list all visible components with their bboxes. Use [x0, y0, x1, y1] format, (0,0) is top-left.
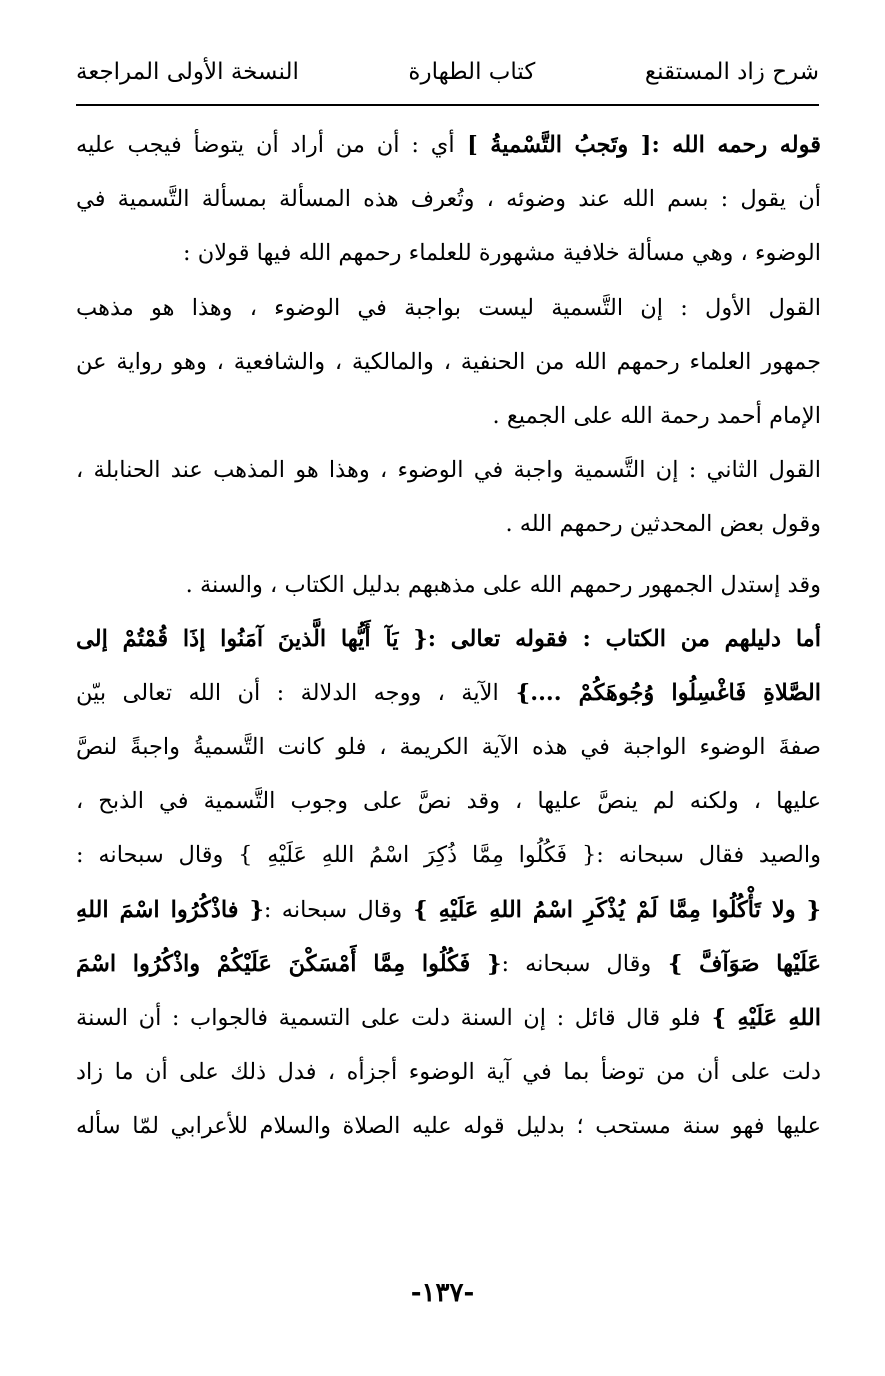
line-text: الإمام أحمد رحمة الله على الجميع . — [492, 402, 821, 429]
text-line — [76, 118, 821, 172]
text-line — [76, 497, 821, 551]
line-text: القول الأول : إن التَّسمية ليست بواجبة في الوضوء ، وهذا هو مذهب — [76, 294, 821, 321]
header-divider — [76, 104, 819, 106]
header-book-title: شرح زاد المستقنع — [644, 59, 819, 85]
line-text: دلت على أن من توضأ بما في آية الوضوء أجزأه ، فدل ذلك على أن ما زاد — [76, 1059, 821, 1086]
line-text: القول الثاني : إن التَّسمية واجبة في الوضوء ، وهذا هو المذهب عند الحنابلة ، — [76, 457, 821, 484]
text-line — [76, 1045, 821, 1099]
text-line — [76, 828, 821, 882]
bold-phrase: { فَكُلُوا مِمَّا أَمْسَكْنَ عَلَيْكُمْ واذْكُرُوا اسْمَ — [76, 950, 502, 977]
line-text: عليها ، ولكنه لم ينصَّ عليها ، وقد نصَّ على وجوب التَّسمية في الذبح ، — [76, 788, 821, 815]
text-line — [76, 612, 821, 666]
text-line — [76, 720, 821, 774]
header-edition-note: النسخة الأولى المراجعة — [76, 59, 299, 85]
line-text: أما دليلهم من الكتاب : فقوله تعالى :{ يَآ أَيُّها الَّذينَ آمَنُوا إذَا قُمْتُمْ إلى — [76, 625, 821, 652]
bold-phrase: اللهِ عَلَيْهِ } — [700, 1005, 821, 1031]
text-line — [76, 1099, 821, 1153]
text-line — [76, 666, 821, 720]
line-text: فلو قال قائل : إن السنة دلت على التسمية فالجواب : أن السنة — [76, 1005, 701, 1031]
body-text — [76, 118, 821, 1154]
line-text: جمهور العلماء رحمهم الله من الحنفية ، والمالكية ، والشافعية ، وهو رواية عن — [76, 348, 821, 375]
line-text: والصيد فقال سبحانه :{ فَكُلُوا مِمَّا ذُكِرَ اسْمُ اللهِ عَلَيْهِ } وقال سبحانه : — [76, 842, 821, 869]
text-line — [76, 883, 821, 937]
line-text: وقال سبحانه : — [501, 950, 652, 977]
line-text: وقد إستدل الجمهور رحمهم الله على مذهبهم بدليل الكتاب ، والسنة . — [185, 571, 821, 598]
line-text: أي : أن من أراد أن يتوضأ فيجب عليه — [76, 132, 455, 158]
text-line — [76, 558, 821, 612]
text-line — [76, 443, 821, 497]
running-header — [76, 52, 819, 92]
line-text: وقول بعض المحدثين رحمهم الله . — [505, 511, 821, 538]
line-text: صفةَ الوضوء الواجبة في هذه الآية الكريمة ، فلو كانت التَّسميةُ واجبةً لنصَّ — [76, 734, 821, 761]
bold-phrase: قوله رحمه الله :[ وتَجبُ التَّسْميةُ ] — [454, 132, 821, 158]
line-text: الآية ، ووجه الدلالة : أن الله تعالى بيّن — [76, 679, 499, 706]
text-line — [76, 281, 821, 335]
text-line — [76, 991, 821, 1045]
header-chapter-title: كتاب الطهارة — [408, 59, 536, 85]
bold-phrase: { ولا تَأْكُلُوا مِمَّا لَمْ يُذْكَرِ اسْمُ اللهِ عَلَيْهِ } — [402, 896, 821, 923]
text-line — [76, 335, 821, 389]
text-line — [76, 774, 821, 828]
page-number: -١٣٧- — [410, 1278, 475, 1308]
line-text: أن يقول : بسم الله عند وضوئه ، وتُعرف هذه المسألة بمسألة التَّسمية في — [76, 186, 821, 213]
line-text: عليها فهو سنة مستحب ؛ بدليل قوله عليه الصلاة والسلام للأعرابي لمّا سأله — [76, 1113, 821, 1140]
line-text: وقال سبحانه : — [263, 896, 403, 923]
text-line — [76, 226, 821, 280]
text-line — [76, 389, 821, 443]
text-line — [76, 172, 821, 226]
line-text: الوضوء ، وهي مسألة خلافية مشهورة للعلماء رحمهم الله فيها قولان : — [183, 240, 821, 267]
bold-phrase: عَلَيْها صَوَآفَّ } — [651, 950, 821, 977]
text-line — [76, 937, 821, 991]
bold-phrase: الصَّلاةِ فَاغْسِلُوا وُجُوهَكُمْ ....} — [498, 679, 821, 706]
bold-phrase: { فاذْكُرُوا اسْمَ اللهِ — [76, 896, 264, 923]
